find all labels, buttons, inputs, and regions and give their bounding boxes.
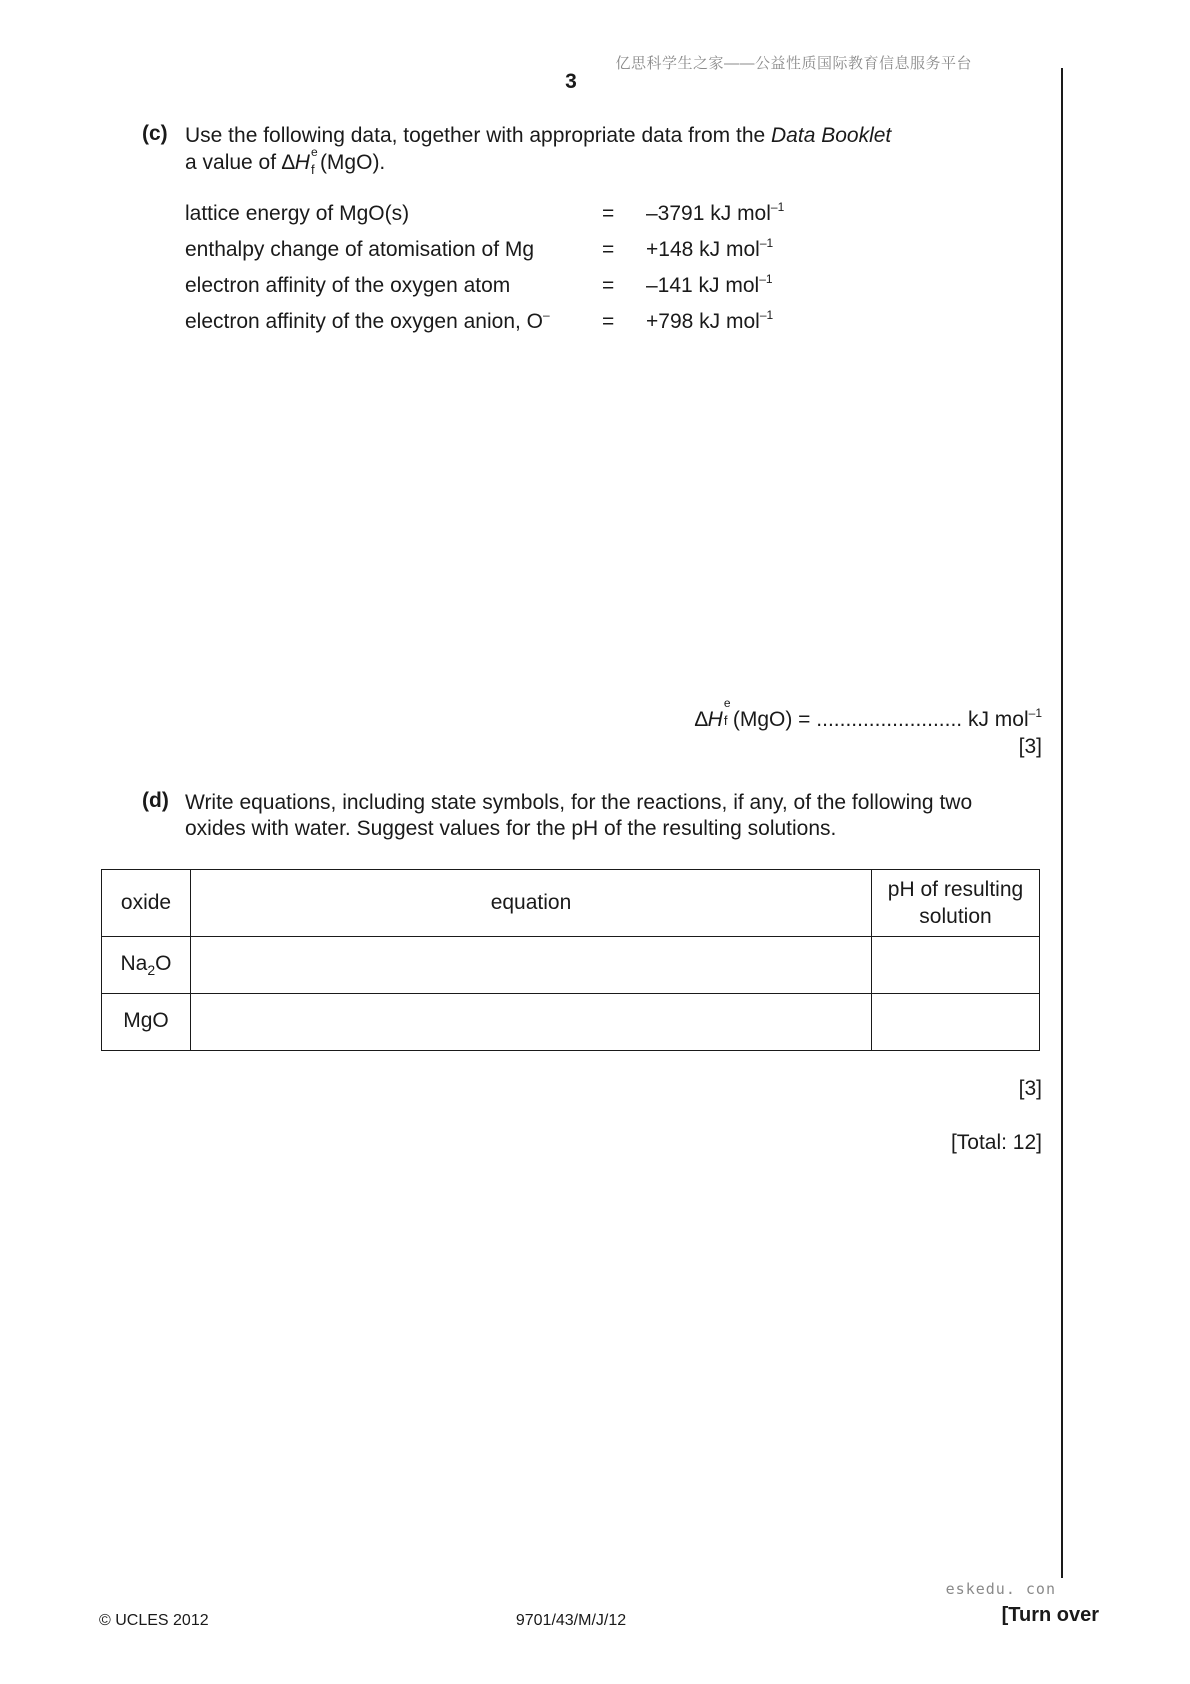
header-equation: equation bbox=[191, 870, 872, 937]
data-row-value: +148 kJ mol$^{-1}$ bbox=[646, 236, 774, 261]
header-ph: pH of resulting solution bbox=[872, 870, 1040, 937]
part-c-line2-suffix: (MgO). bbox=[319, 151, 386, 174]
data-row-equals: = bbox=[602, 310, 615, 333]
equation-answer-cell[interactable] bbox=[191, 994, 872, 1051]
footer-watermark: eskedu. con bbox=[945, 1580, 1056, 1598]
table-row bbox=[102, 937, 1040, 994]
data-row-equals: = bbox=[602, 238, 615, 261]
header-oxide: oxide bbox=[102, 870, 191, 937]
data-row-name: enthalpy change of atomisation of Mg bbox=[185, 238, 535, 261]
data-row-equals: = bbox=[602, 274, 615, 297]
data-row-name: lattice energy of MgO(s) bbox=[185, 202, 410, 225]
equation-answer-cell[interactable] bbox=[191, 937, 872, 994]
paper-code: 9701/43/M/J/12 bbox=[515, 1612, 627, 1629]
data-row-value: –3791 kJ mol$^{-1}$ bbox=[646, 200, 785, 225]
part-d-label: (d) bbox=[142, 789, 169, 812]
oxide-cell: $Na_2O$ bbox=[102, 937, 191, 994]
data-booklet-reference: Data Booklet bbox=[771, 124, 892, 147]
part-d-marks: [3] bbox=[1018, 1077, 1042, 1100]
ph-answer-cell[interactable] bbox=[872, 937, 1040, 994]
copyright: © UCLES 2012 bbox=[99, 1612, 209, 1629]
data-row-value: –141 kJ mol$^{-1}$ bbox=[646, 272, 773, 297]
part-c-answer-line[interactable] bbox=[694, 696, 1042, 732]
total-marks: [Total: 12] bbox=[950, 1131, 1042, 1154]
part-c-line2-prefix: a value of bbox=[185, 151, 282, 174]
table-header-row bbox=[102, 870, 1040, 937]
margin-line bbox=[1061, 68, 1063, 1578]
oxide-table bbox=[101, 869, 1040, 1051]
ph-answer-cell[interactable] bbox=[872, 994, 1040, 1051]
delta-h-symbol: ∆H e f bbox=[281, 145, 318, 177]
data-row-value: +798 kJ mol$^{-1}$ bbox=[646, 308, 774, 333]
part-c-label: (c) bbox=[142, 122, 168, 145]
part-c-line1-text: Use the following data, together with appropriate data from the bbox=[185, 124, 772, 147]
page-number: 3 bbox=[565, 70, 577, 93]
part-c-marks: [3] bbox=[1018, 735, 1042, 758]
delta-hf-symbol: ∆H e f bbox=[694, 696, 731, 731]
part-d-instruction-line1: Write equations, including state symbols, for the reactions, if any, of the following two bbox=[185, 791, 973, 814]
answer-blank: (MgO) = ......................... kJ mol bbox=[732, 708, 1029, 731]
data-row-name: electron affinity of the oxygen anion, O– bbox=[185, 308, 550, 333]
data-row-name: electron affinity of the oxygen atom bbox=[185, 274, 511, 297]
oxide-cell: MgO bbox=[102, 994, 191, 1051]
data-row-equals: = bbox=[602, 202, 615, 225]
part-c-instruction-line2 bbox=[185, 145, 386, 177]
part-d-instruction-line2: oxides with water. Suggest values for the pH of the resulting solutions. bbox=[185, 817, 837, 840]
answer-unit-exponent: –1 bbox=[1028, 706, 1042, 720]
part-c-instruction-line1 bbox=[185, 122, 891, 149]
table-row bbox=[102, 994, 1040, 1051]
turn-over-label: [Turn over bbox=[1001, 1604, 1099, 1626]
header-watermark: 亿思科学生之家——公益性质国际教育信息服务平台 bbox=[615, 55, 972, 72]
